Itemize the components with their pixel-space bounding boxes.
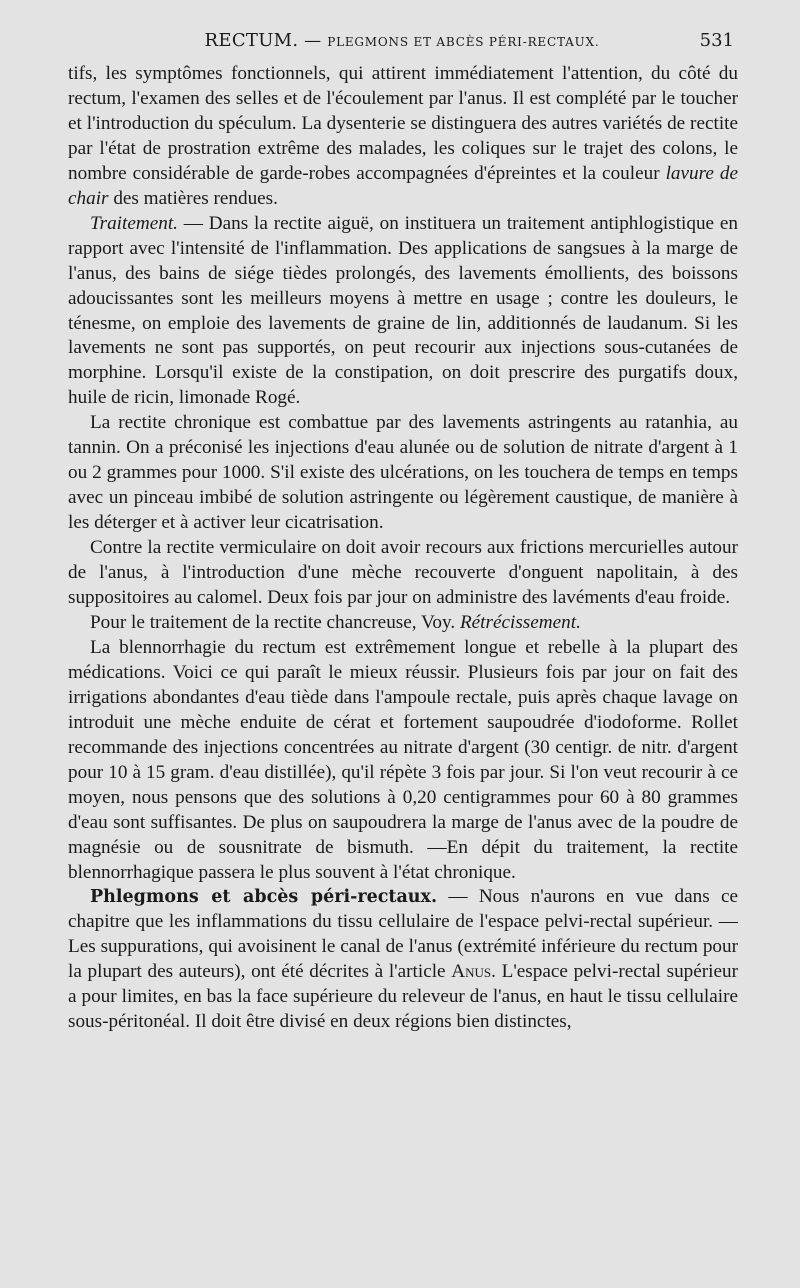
paragraph-treatment: Traitement. — Dans la rectite aiguë, on instituera un traitement antiphlogistique en rapport avec l'intensité de l'inflammation. Des applications de sangsues à la marge de l'anus, des bains de siége tièdes prolongés, des lavements émollients, des boissons adoucissantes sont les meilleurs moyens à mettre en usage ; contre les douleurs, le ténesme, on emploie des lavements de graine de lin, additionnés de laudanum. Si les lavements ne sont pas supportés, on peut recourir aux injections sous-cutanées de morphine. Lorsqu'il existe de la constipation, on doit prescrire des purgatifs doux, huile de ricin, limonade Rogé.: [68, 212, 739, 409]
section-heading-phlegmons: Phlegmons et abcès péri-rectaux.: [90, 887, 438, 908]
header-title: [66, 30, 738, 51]
section-title-treatment: Traitement.: [90, 212, 178, 234]
header-section: RECTUM.: [204, 30, 299, 51]
page-number: 531: [699, 30, 734, 51]
italic-term: lavure de chair: [68, 162, 739, 209]
paragraph-vermicular: Contre la rectite vermiculaire on doit avoir recours aux frictions mercurielles autour de l'anus, à l'introduction d'une mèche recouverte d'onguent napolitain, à des suppositoires au calomel. Deux fois par jour on administre des lavéments d'eau froide.: [68, 537, 738, 609]
header-subsection: PLEGMONS ET ABCÈS PÉRI-RECTAUX.: [327, 35, 600, 49]
running-header: [66, 30, 738, 60]
paragraph-blennorrhagia: La blennorrhagie du rectum est extrêmement longue et rebelle à la plupart des médications. Voici ce qui paraît le mieux réussir. Plusieurs fois par jour on fait des irrigations abondantes d'eau tiède dans l'ampoule rectale, puis après chaque lavage on introduit une mèche enduite de cérat et fortement saupoudrée d'iodoforme. Rollet recommande des injections concentrées au nitrate d'argent (30 centigr. de nitr. d'argent pour 10 à 15 gram. d'eau distillée), qu'il répète 3 fois par jour. Si l'on veut recourir à ce moyen, nous pensons que des solutions à 0,20 centigrammes pour 60 à 80 grammes d'eau sont suffisantes. De plus on saupoudrera la marge de l'anus avec de la poudre de magnésie ou de sousnitrate de bismuth. —En dépit du traitement, la rectite blennorrhagique passera le plus souvent à l'état chronique.: [68, 636, 738, 883]
paragraph-symptoms: tifs, les symptômes fonctionnels, qui attirent immédiatement l'attention, du côté du rectum, l'examen des selles et de l'écoulement par l'anus. Il est complété par le toucher et l'introduction du spéculum. La dysenterie se distinguera des autres variétés de rectite par l'état de prostration extrême des malades, les coliques sur le trajet des colons, le nombre considérable de garde-robes accompagnées d'épreintes et la couleur lavure de chair des matières rendues.: [68, 63, 739, 209]
header-dash: —: [304, 31, 322, 51]
paragraph-chronic: La rectite chronique est combattue par des lavements astringents au ratanhia, au tannin. On a préconisé les injections d'eau alunée ou de solution de nitrate d'argent à 1 ou 2 grammes pour 1000. S'il existe des ulcérations, on les touchera de temps en temps avec un pinceau imbibé de solution astringente ou légèrement caustique, de manière à les déterger et à activer leur cicatrisation.: [68, 412, 738, 534]
paragraph-chancreuse: Pour le traitement de la rectite chancreuse, Voy. Rétrécissement.: [90, 611, 581, 633]
body-text: [68, 62, 738, 1035]
paragraph-phlegmons: Phlegmons et abcès péri-rectaux. — Nous n'aurons en vue dans ce chapitre que les inflammations du tissu cellulaire de l'espace pelvi-rectal supérieur. — Les suppurations, qui avoisinent le canal de l'anus (extrémité inférieure du rectum pour la plupart des auteurs), ont été décrites à l'article Anus. L'espace pelvi-rectal supérieur a pour limites, en bas la face supérieure du releveur de l'anus, en haut le tissu cellulaire sous-péritonéal. Il doit être divisé en deux régions bien distinctes,: [68, 886, 739, 1033]
cross-reference: Rétrécissement.: [459, 611, 581, 633]
cross-reference-anus: Anus: [451, 961, 492, 983]
